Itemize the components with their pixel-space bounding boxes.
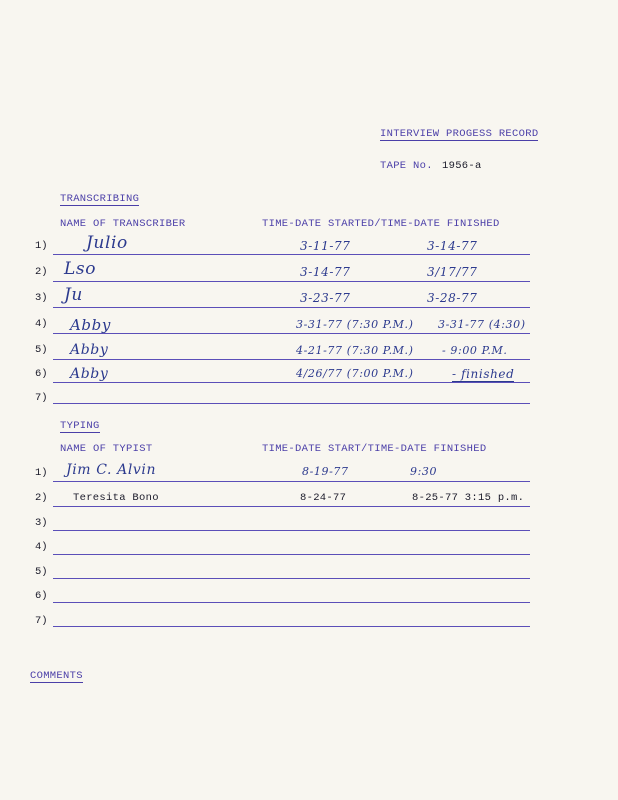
typing-row-number: 6) (35, 590, 48, 602)
row-line (53, 626, 530, 627)
form-title: INTERVIEW PROGESS RECORD (380, 128, 539, 140)
transcribing-finished: 3-31-77 (4:30) (438, 318, 526, 331)
row-line (53, 481, 530, 482)
transcriber-name: Ju (64, 285, 83, 305)
typing-row-number: 2) (35, 492, 48, 504)
typing-row-number: 7) (35, 615, 48, 627)
typing-row-number: 5) (35, 566, 48, 578)
row-line (53, 382, 530, 383)
transcribing-started: 3-14-77 (300, 265, 351, 279)
typist-name: Jim C. Alvin (66, 462, 157, 478)
transcribing-row-number: 5) (35, 344, 48, 356)
tape-number: 1956-a (442, 160, 482, 172)
transcriber-name: Julio (86, 233, 128, 253)
row-line (53, 602, 530, 603)
transcribing-started: 3-23-77 (300, 291, 351, 305)
transcribing-started: 3-31-77 (7:30 P.M.) (296, 318, 414, 331)
tape-label: TAPE No. (380, 160, 433, 172)
row-line (53, 554, 530, 555)
row-line (53, 578, 530, 579)
transcribing-finished: 3-28-77 (427, 291, 478, 305)
transcribing-finished: 3/17/77 (427, 265, 478, 279)
transcriber-name: Abby (70, 316, 111, 334)
transcribing-started: 4/26/77 (7:00 P.M.) (296, 367, 414, 380)
transcribing-section-title: TRANSCRIBING (60, 193, 140, 205)
transcribing-row-number: 7) (35, 392, 48, 404)
typist-name-header: NAME OF TYPIST (60, 443, 153, 455)
transcribing-row-number: 4) (35, 318, 48, 330)
row-line (53, 359, 530, 360)
transcribing-finished: - finished (452, 367, 515, 381)
transcriber-time-header: TIME-DATE STARTED/TIME-DATE FINISHED (262, 218, 500, 230)
row-line (53, 281, 530, 282)
transcribing-row-number: 6) (35, 368, 48, 380)
typing-section-title: TYPING (60, 420, 100, 432)
transcribing-row-number: 2) (35, 266, 48, 278)
transcriber-name: Abby (70, 366, 109, 382)
transcribing-started: 4-21-77 (7:30 P.M.) (296, 344, 414, 357)
row-line (53, 403, 530, 404)
row-line (53, 254, 530, 255)
transcribing-row-number: 3) (35, 292, 48, 304)
transcriber-name: Lso (64, 259, 97, 279)
row-line (53, 506, 530, 507)
typing-row-number: 1) (35, 467, 48, 479)
transcribing-finished: 3-14-77 (427, 239, 478, 253)
typing-row-number: 4) (35, 541, 48, 553)
transcriber-name: Abby (70, 342, 109, 358)
typist-name: Teresita Bono (73, 492, 159, 504)
transcriber-name-header: NAME OF TRANSCRIBER (60, 218, 186, 230)
comments-label: COMMENTS (30, 670, 83, 682)
row-line (53, 307, 530, 308)
typing-started: 8-24-77 (300, 492, 347, 504)
transcribing-row-number: 1) (35, 240, 48, 252)
row-line (53, 530, 530, 531)
transcribing-finished: - 9:00 P.M. (442, 344, 508, 357)
typing-finished: 8-25-77 3:15 p.m. (412, 492, 525, 504)
row-line (53, 333, 530, 334)
typing-row-number: 3) (35, 517, 48, 529)
typist-time-header: TIME-DATE START/TIME-DATE FINISHED (262, 443, 487, 455)
typing-finished: 9:30 (410, 465, 438, 478)
transcribing-started: 3-11-77 (300, 239, 351, 253)
typing-started: 8-19-77 (302, 465, 349, 478)
